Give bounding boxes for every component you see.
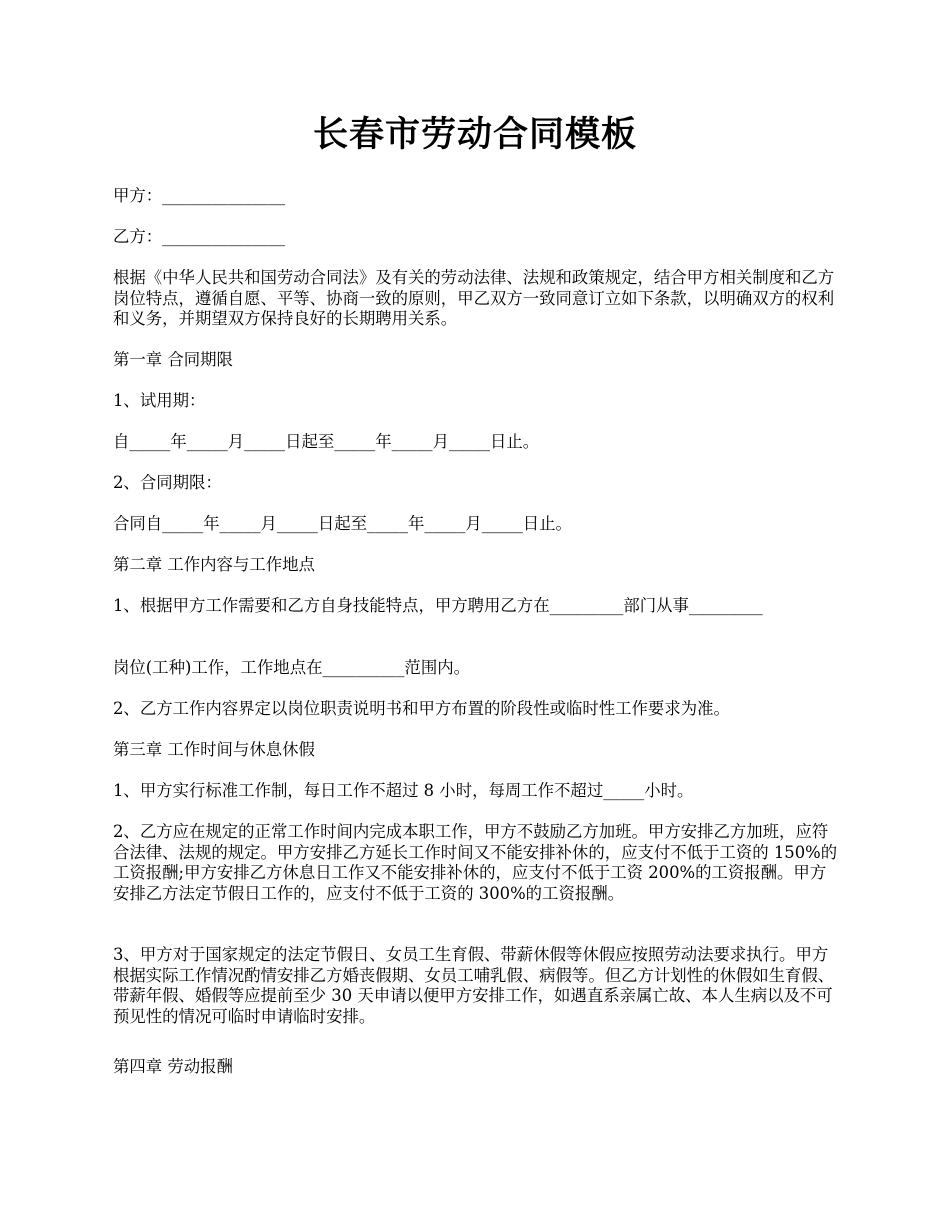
preamble-paragraph: 根据《中华人民共和国劳动合同法》及有关的劳动法律、法规和政策规定，结合甲方相关制度和乙方岗位特点，遵循自愿、平等、协商一致的原则，甲乙双方一致同意订立如下条款，以明确双方的权利和义务，并期望双方保持良好的长期聘用关系。 <box>113 268 835 328</box>
chapter-1-heading: 第一章 合同期限 <box>113 350 233 369</box>
party-b-line: 乙方：_______________ <box>113 227 286 246</box>
party-a-line: 甲方：_______________ <box>113 186 286 205</box>
chapter-2-heading: 第二章 工作内容与工作地点 <box>113 555 315 574</box>
contract-term-line: 合同自_____年_____月_____日起至_____年_____月_____日止。 <box>113 514 572 533</box>
department-position-paragraph: 1、根据甲方工作需要和乙方自身技能特点，甲方聘用乙方在_________部门从事_________ <box>113 596 763 615</box>
probation-label: 1、试用期： <box>113 391 206 410</box>
job-scope-paragraph: 2、乙方工作内容界定以岗位职责说明书和甲方布置的阶段性或临时性工作要求为准。 <box>113 699 730 718</box>
document-title: 长春市劳动合同模板 <box>312 114 637 155</box>
work-location-line: 岗位(工种)工作，工作地点在__________范围内。 <box>113 658 470 677</box>
probation-period-line: 自_____年_____月_____日起至_____年_____月_____日止。 <box>113 432 540 451</box>
chapter-3-heading: 第三章 工作时间与休息休假 <box>113 740 315 759</box>
contract-term-label: 2、合同期限： <box>113 473 222 492</box>
leave-paragraph: 3、甲方对于国家规定的法定节假日、女员工生育假、带薪休假等休假应按照劳动法要求执行。甲方根据实际工作情况酌情安排乙方婚丧假期、女员工哺乳假、病假等。但乙方计划性的休假如生育假、带薪年假、婚假等应提前至少 30 天申请以便甲方安排工作，如遇直系亲属亡故、本人生病以及不可预见性的情况可临时申请临时安排。 <box>113 945 835 1026</box>
overtime-paragraph: 2、乙方应在规定的正常工作时间内完成本职工作，甲方不鼓励乙方加班。甲方安排乙方加班，应符合法律、法规的规定。甲方安排乙方延长工作时间又不能安排补休的，应支付不低于工资的 150%的工资报酬;甲方安排乙方休息日工作又不能安排补休的，应支付不低于工资 200%的工资报酬。甲方安排乙方法定节假日工作的，应支付不低于工资的 300%的工资报酬。 <box>113 822 838 903</box>
working-hours-paragraph: 1、甲方实行标准工作制，每日工作不超过 8 小时，每周工作不超过_____小时。 <box>113 781 694 800</box>
chapter-4-heading: 第四章 劳动报酬 <box>113 1057 233 1076</box>
